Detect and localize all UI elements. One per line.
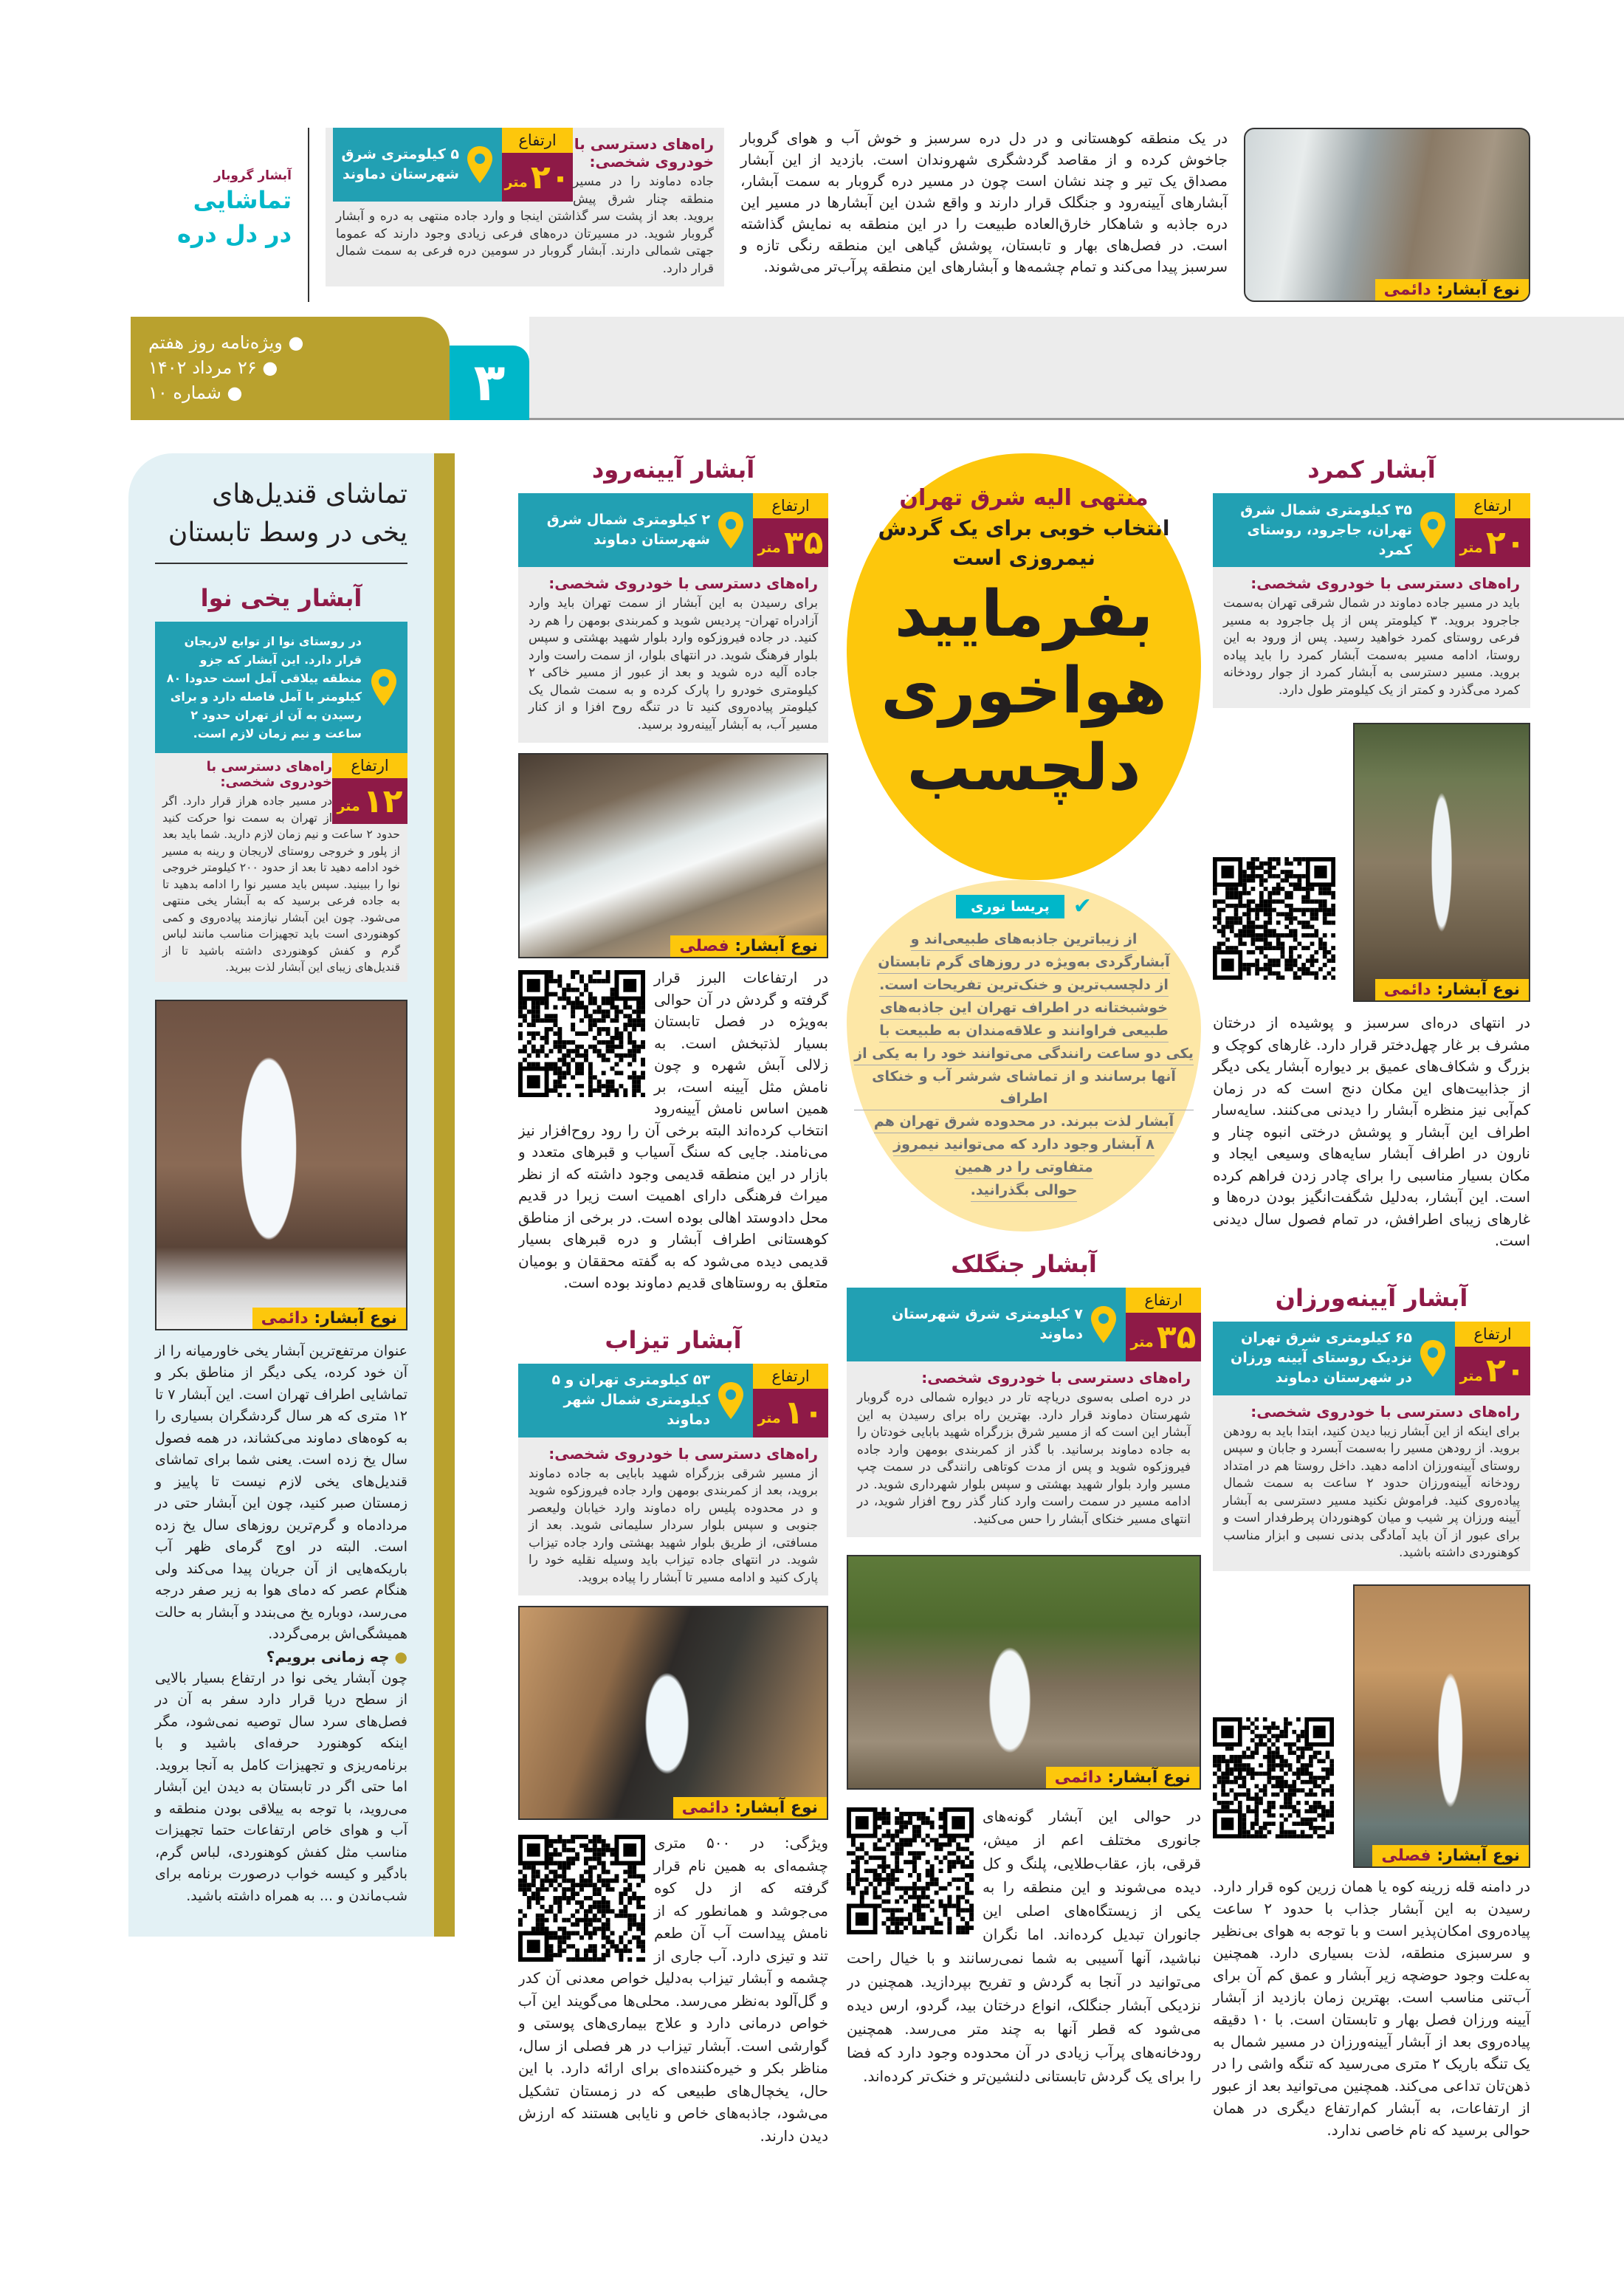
aineh-varzan-media-row	[1213, 1584, 1530, 1868]
access-heading: راه‌های دسترسی با خودروی شخصی:	[1250, 574, 1520, 592]
column-kamard-varzan	[1213, 453, 1530, 2141]
location-text: ۳۵ کیلومتری شمال شرق تهران، جاجرود، روستای کمرد	[1240, 501, 1412, 558]
waterfall-type-label: نوع آبشار: فصلی	[670, 935, 827, 957]
lead-kicker: منتهی الیه شرق تهران	[899, 485, 1149, 511]
kamard-info-box	[1213, 493, 1530, 708]
height-label: ارتفاع	[753, 493, 828, 518]
height-badge	[1126, 1288, 1201, 1361]
tizab-body: ویژگی: در ۵۰۰ متری چشمه‌ای به همین نام قرار گرفته که از دل کوه می‌جوشد و همانطور که از نامش پیداست آب آن طعم تند و تیزی دارد. آب جاری از چشمه و آبشار تیزاب به‌دلیل خواص معدنی آن کدر و گل‌آلود به‌نظر می‌رسد. محلی‌ها می‌گویند این آب خواص درمانی دارد و علاج بیماری‌های پوستی و گوارشی است. آبشار تیزاب در هر فصلی از سال، مناظر بکر و خیره‌کننده‌ای برای ارائه دارد. با این حال، یخچال‌های طبیعی که در زمستان تشکیل می‌شود، جاذبه‌های خاص و نایابی هستند که ارزش دیدن دارند.	[518, 1834, 828, 2145]
lead-text-line: طبیعی فراوانند و علاقه‌مندان به طبیعت با	[879, 1020, 1169, 1042]
height-badge	[1455, 1322, 1530, 1395]
jangalak-title: آبشار جنگلک	[951, 1250, 1097, 1278]
lead-text-line: خوشبختانه در اطراف تهران این جاذبه‌های	[880, 997, 1168, 1020]
height-badge	[753, 1364, 828, 1437]
waterfall-type-label: نوع آبشار: دائمی	[1375, 279, 1529, 300]
jangalak-info-box	[847, 1288, 1201, 1537]
map-pin-icon	[369, 667, 399, 707]
waterfall-type-label: نوع آبشار: دائمی	[252, 1308, 406, 1329]
section-title: تماشای قندیل‌های یخی در وسط تابستان	[168, 479, 407, 548]
qr-code	[518, 1835, 645, 1962]
height-label: ارتفاع	[753, 1364, 828, 1389]
lead-text-line: از دلچسب‌ترین و خنک‌ترین تفریحات است.	[879, 974, 1169, 997]
kamard-photo	[1353, 723, 1530, 1002]
aineh-rud-body: در ارتفاعات البرز قرار گرفته و گردش در آن حوالی به‌ویژه در فصل تابستان بسیار لذتبخش است. به زلالی آبش شهره و چون نامش مثل آیینه است، بر همین اساس نامش آیینه‌رود انتخاب کرده‌اند البته برخی آن را رود روح‌افزار نیز می‌نامند. جایی که سنگ آسیاب و قبرهای متعدد و بازار در این منطقه قدیمی وجود داشته که از نظر میراث فرهنگی دارای اهمیت است زیرا در قدیم محل دادوستد اهالی بوده است. در برخی از مناطق کوهستانی اطراف آبشار و دره قبرهای بسیار قدیمی دیده می‌شود که به گفته محققان و بومیان متعلق به روستاهای قدیم دماوند بوده است.	[518, 969, 828, 1291]
gorobar-section	[0, 0, 1624, 317]
lead-text	[854, 928, 1194, 1202]
yakhi-nava-photo	[155, 1000, 407, 1330]
issue-date: ● ۲۶ مرداد ۱۴۰۲	[148, 357, 278, 378]
issue-number: ● شماره ۱۰	[148, 382, 243, 403]
location-box	[1213, 1322, 1455, 1395]
lead-intro-block	[847, 880, 1201, 1232]
height-unit: متر	[757, 1409, 781, 1426]
aineh-rud-info-box	[518, 493, 828, 743]
lead-text-line: حوالی بگذرانید.	[971, 1179, 1078, 1202]
height-value: ۲۰	[1485, 1352, 1526, 1390]
yakhi-location-box	[155, 622, 407, 753]
waterfall-type-label: نوع آبشار: فصلی	[1372, 1845, 1529, 1866]
gorobar-title-line1: تماشایی	[193, 186, 292, 214]
tizab-photo	[518, 1606, 828, 1820]
lead-text-line: آبشارگردی به‌ویژه در روزهای گرم تابستان	[878, 951, 1170, 974]
access-heading: راه‌های دسترسی با خودروی شخصی:	[206, 759, 332, 790]
yakhi-nava-title: آبشار یخی نوا	[200, 584, 362, 612]
qr-code	[1213, 1717, 1334, 1838]
map-pin-icon	[716, 1381, 746, 1421]
lead-block	[847, 453, 1201, 880]
qr-code	[1213, 857, 1335, 980]
jangalak-photo	[847, 1555, 1201, 1790]
issue-title: ● ویژه‌نامه روز هفتم	[148, 332, 304, 353]
location-text: ۵ کیلومتری شرق شهرستان دماوند	[341, 146, 459, 182]
height-unit: متر	[1130, 1334, 1154, 1350]
column-lead-jangalak	[847, 453, 1201, 2088]
qr-code	[518, 970, 645, 1097]
location-text: ۲ کیلومتری شمال شرق شهرستان دماوند	[546, 512, 710, 548]
qr-code	[847, 1807, 974, 1934]
height-value: ۱۰	[783, 1394, 824, 1432]
yakhi-nava-body: عنوان مرتفع‌ترین آبشار یخی خاورمیانه را از آن خود کرده، یکی دیگر از مناطق بکر و تماشایی اطراف تهران است. این آبشار ۷ تا ۱۲ متری که هر سال گردشگران بسیاری را به کوه‌های دماوند می‌کشاند، در همه فصول سال یخ زده است. یعنی شما برای تماشای قندیل‌های یخی لازم نیست تا پاییز و زمستان صبر کنید، چون این آبشار حتی در مردادماه و گرم‌ترین روزهای سال یخ زده است. البته در اوج گرمای ظهر آب باریکه‌هایی از آن جریان پیدا می‌کند ولی هنگام عصر که دمای هوا به زیر صفر درجه می‌رسد، دوباره یخ می‌بندد و آبشار به حالت همیشگی‌اش برمی‌گردد. ● چه زمانی برویم؟ چون آبشار یخی نوا در ارتفاع بسیار بالایی از سطح دریا قرار دارد سفر به آن در فصل‌های سرد سال توصیه نمی‌شود، مگر اینکه کوهنورد حرفه‌ای باشید و با برنامه‌ریزی و تجهیزات کامل به آنجا بروید. اما حتی اگر در تابستان به دیدن این آبشار می‌روید، با توجه به ییلاقی بودن منطقه و آب و هوای خاص ارتفاعات حتما تجهیزات مناسب مثل کفش کوهنوردی، لباس گرم، بادگیر و کیسه خواب درصورت برنامه برای شب‌ماندن و ... به همراه داشته باشید.	[155, 1342, 407, 1904]
access-text: برای اینکه از این آبشار زیبا دیدن کنید، ابتدا باید به رودهن بروید. از رودهن مسیر را به‌سمت آبسرد و جابان و سپس روستای آیینه‌ورزان ادامه دهید. داخل روستا هم در امتداد رودخانه آیینه‌ورزان حدود ۲ ساعت به سمت شمال پیاده‌روی کنید. فراموش نکنید مسیر دسترسی به آبشار آیینه ورزان پر شیب و میان کوهنوردان پرطرفدار است و برای عبور از آن باید آمادگی بدنی نسبی و ابزار مناسب کوهنوردی داشته باشید.	[1223, 1423, 1520, 1560]
map-pin-icon	[1418, 510, 1448, 550]
map-pin-icon	[465, 145, 495, 185]
map-pin-icon	[1418, 1339, 1448, 1378]
access-heading: راه‌های دسترسی با خودروی شخصی:	[548, 1444, 818, 1463]
gorobar-title-line2: در دل دره	[176, 220, 292, 248]
access-heading: راه‌های دسترسی با خودروی شخصی:	[1250, 1402, 1520, 1421]
lead-text-line: یکی دو ساعت رانندگی می‌توانند خود را به یکی از	[854, 1042, 1194, 1065]
yakhi-access-box: ارتفاع ۱۲ متر راه‌های دسترسی با خودروی شخصی: در مسیر جاده هراز قرار دارد. اگر از تهران به سمت نوا حرکت کنید حدود ۲ ساعت و نیم زمان لازم دارید. شما باید بعد از پلور و خروجی روستای لاریجان و رینه به مسیر خود ادامه دهید تا بعد از حدود ۲۰۰ کیلومتر خروجی نوا را ببینید. سپس باید مسیر نوا را ادامه بدهید تا به جاده فرعی برسید که به آبشار یخی منتهی می‌شود. چون این آبشار نیازمند پیاده‌روی و کمی کوهنوردی است باید تجهیزات مناسب مانند لباس گرم و کفش کوهنوردی داشته باشید تا از قندیل‌های زیبای این آبشار لذت ببرید.	[155, 753, 407, 982]
access-text: جاده دماوند را در مسیر منطقه چنار شرق پیش بروید. بعد از پشت سر گذاشتن اینجا و وارد جاده منتهی به دره و آبشار گروبار شوید. در مسیرتان دره‌های فرعی زیادی وجود دارند که عموما جهتی شمالی دارند. آبشار گروبار در سومین دره فرعی به سمت شمال قرار دارد.	[336, 174, 714, 276]
page-number: ۳	[450, 346, 529, 420]
aineh-rud-title: آبشار آیینه‌رود	[591, 456, 755, 484]
lead-text-line: ۸ آبشار وجود دارد که می‌توانید نیمروز	[893, 1133, 1155, 1156]
aineh-varzan-info-box	[1213, 1322, 1530, 1571]
header-row	[0, 317, 1624, 420]
access-heading: راه‌های دسترسی با خودروی شخصی:	[548, 574, 818, 592]
access-text: باید در مسیر جاده دماوند در شمال شرقی تهران به‌سمت جاجرود بروید. ۳ کیلومتر پس از پل جاجرود به مسیر فرعی روستای کمرد خواهید رسید. پس از ورود به این روستا، ادامه مسیر به‌سمت آبشار کمرد را باید پیاده بروید. مسیر دسترسی به آبشار کمرد از جوار رودخانه کمرد می‌گذرد و کمتر از یک کیلومتر طول دارد.	[1223, 596, 1520, 698]
access-text: در مسیر جاده هراز قرار دارد. اگر از تهران به سمت نوا حرکت کنید حدود ۲ ساعت و نیم زمان لازم دارید. شما باید بعد از پلور و خروجی روستای لاریجان و رینه به مسیر خود ادامه دهید تا بعد از حدود ۲۰۰ کیلومتر خروجی نوا را ببینید. سپس باید مسیر نوا را ادامه بدهید تا به جاده فرعی برسید که به آبشار یخی منتهی می‌شود. چون این آبشار نیازمند پیاده‌روی و کمی کوهنوردی است باید تجهیزات مناسب مانند لباس گرم و کفش کوهنوردی داشته باشید تا از قندیل‌های زیبای این آبشار لذت ببرید.	[162, 794, 401, 974]
map-pin-icon	[1089, 1305, 1118, 1344]
height-value: ۲۰	[1485, 523, 1526, 562]
jangalak-body: در حوالی این آبشار گونه‌های جانوری مختلف اعم از میش، قرقی، باز، عقاب‌طلایی، پلنگ و کل دیده می‌شوند و این منطقه را به یکی از زیستگاه‌های اصلی این جانوران تبدیل کرده‌اند. اما نگران نباشید، آنها آسیبی به شما نمی‌رسانند و با خیال راحت می‌توانید در آنجا به گردش و تفریح بپردازید. همچنین در نزدیکی آبشار جنگلک، انواع درختان بید، گردو، ارس دیده می‌شود که قطر آنها به چند متر می‌رسد. همچنین رودخانه‌های پرآب زیادی در آن محدوده وجود دارد که فضا را برای یک گردش تابستانی دلنشین‌تر و خنک‌تر کرده‌اند.	[847, 1807, 1201, 2085]
location-text: ۶۵ کیلومتری شرق تهران نزدیک روستای آیینه ورزان در شهرستان دماوند	[1231, 1330, 1412, 1386]
gorobar-title-bracket	[308, 128, 309, 302]
section-divider	[155, 563, 407, 564]
access-text: از مسیر شرقی بزرگراه شهید بابایی به جاده دماوند بروید، بعد از کمربندی بومهن وارد جاده فیروزکوه شوید و در محدوده پلیس راه دماوند وارد خیابان ولیعصر جنوبی و سپس بلوار سردار سلیمانی شوید. بعد از مسافتی، از طریق بلوار شهید بهشتی وارد جاده تیزاب شوید. در انتهای جاده تیزاب باید وسیله نقلیه خود را پارک کنید و ادامه مسیر تا آبشار را پیاده بروید.	[529, 1466, 818, 1585]
gorobar-title	[131, 128, 292, 251]
access-text: برای رسیدن به این آبشار از سمت تهران باید وارد آزادراه تهران- پردیس شوید و کمربندی بومهن را هم رد کنید. در جاده فیروزکوه وارد بلوار شهید بهشتی و سپس بلوار فرهنگ شوید. در انتهای بلوار، از سمت راست وارد جاده آلیه دره شوید و بعد از عبور از مسیر خاکی ۲ کیلومتری خودرو را پارک کرده و به سمت شمال یک کیلومتر پیاده‌روی کنید تا در تنگه روح افزا و از کنار مسیر آب، به آبشار آیینه‌رود برسید.	[529, 596, 818, 732]
gorobar-kicker: آبشار گروبار	[213, 168, 292, 183]
location-text: در روستای نوا از توابع لاریجان قرار دارد. این آبشار که جزو منطقه ییلاقی آمل است حدودا ۸۰ کیلومتر با آمل فاصله دارد و برای رسیدن به آن از تهران حدود ۲ ساعت و نیم زمان لازم است.	[166, 634, 362, 741]
kamard-body: در انتهای دره‌ای سرسبز و پوشیده از درختان مشرف بر غار چهل‌دختر قرار دارد. غارهای کوچک و بزرگ و شکاف‌های عمیق بر دیواره آبشار یکی دیگر از جذابیت‌های این مکان دنج است که در زمان کم‌آبی نیز منظره آبشار را دیدنی می‌کنند. سایه‌سار اطراف این آبشار و پوشش درختی انبوه چنار و نارون در اطراف آبشار سایه‌های وسیعی ایجاد و مکان بسیار مناسبی را برای چادر زدن فراهم کرده است. این آبشار، به‌دلیل شگفت‌انگیز بودن دره‌ها و غارهای زیبای اطرافش، در تمام فصول سال دیدنی است.	[1213, 1014, 1530, 1249]
lead-headline: بفرمایید هواخوری دلچسب	[881, 577, 1167, 805]
height-label: ارتفاع	[1126, 1288, 1201, 1313]
gorobar-photo	[1244, 128, 1530, 302]
location-text: ۷ کیلومتری شرق شهرستان دماوند	[891, 1306, 1083, 1342]
location-box	[518, 1364, 753, 1437]
lead-text-line: از زیباترین جاذبه‌های طبیعی‌اند و	[911, 928, 1138, 951]
lead-text-line: آبشار لذت ببرند. در محدوده شرق تهران هم	[874, 1110, 1174, 1133]
location-box	[518, 493, 753, 567]
checkmark-icon: ✔	[1073, 893, 1092, 919]
columns	[0, 420, 1624, 2177]
kamard-title: آبشار کمرد	[1307, 456, 1436, 484]
byline-row	[854, 893, 1194, 919]
aineh-varzan-photo	[1353, 1584, 1530, 1868]
height-unit: متر	[757, 540, 781, 556]
lead-text-line: آنها برسانند و از تماشای شرشر آب و خنکای اطراف	[854, 1065, 1194, 1110]
height-value: ۲۰	[530, 158, 571, 196]
subheading: ● چه زمانی برویم؟	[266, 1647, 407, 1666]
tizab-info-box	[518, 1364, 828, 1596]
height-value: ۳۵	[1156, 1318, 1197, 1356]
height-value: ۱۲	[362, 782, 403, 820]
kamard-media-row	[1213, 723, 1530, 1002]
height-label: ارتفاع	[1455, 1322, 1530, 1347]
tizab-title: آبشار تیزاب	[605, 1325, 742, 1354]
access-heading: راه‌های دسترسی با خودروی شخصی:	[574, 135, 714, 171]
height-label: ارتفاع	[1455, 493, 1530, 518]
issue-info-tab	[131, 317, 450, 420]
height-unit: متر	[1459, 540, 1483, 556]
height-unit: متر	[1459, 1367, 1483, 1384]
location-box	[1213, 493, 1455, 567]
map-pin-icon	[716, 510, 746, 550]
access-text: در دره اصلی به‌سوی دریاچه تار در دیواره شمالی دره گروبار شهرستان دماوند قرار دارد. بهترین راه برای رسیدن به این آبشار این است که از مسیر شرق بزرگراه شهید بابایی خودتان را به جاده دماوند برسانید. با گذر از کمربندی بومهن وارد جاده فیروزکوه شوید و پس از مدت کوتاهی رانندگی در سمت چپ مسیر وارد بلوار شهید بهشتی و سپس بلوار شهرداری شوید. در ادامه مسیر در سمت راست وارد کنار گذر روح افزار شوید، در انتهای مسیر خنکای آبشار را حس می‌کنید.	[857, 1390, 1191, 1527]
height-badge	[1455, 493, 1530, 567]
aineh-rud-photo	[518, 753, 828, 958]
waterfall-type-label: نوع آبشار: دائمی	[673, 1797, 827, 1818]
aineh-varzan-body: در دامنه قله زرینه کوه یا همان زرین کوه قرار دارد. رسیدن به این آبشار جذاب با حدود ۲ ساعت پیاده‌روی امکان‌پذیر است و با توجه به هوای بی‌نظیر و سرسبزی منطقه، لذت بسیاری دارد. همچنین به‌علت وجود حوضچه زیر آبشار و عمق کم آن برای آب‌تنی مناسب است. بهترین زمان بازدید از آبشار آیینه ورزان فصل بهار و تابستان است. با ۱۰ دقیقه پیاده‌روی بعد از آبشار آیینه‌ورزان در مسیر شمال به یک تنگه باریک ۲ متری می‌رسید که تنگه واشی را در ذهن‌تان تداعی می‌کند. همچنین می‌توانید بعد از عبور از ارتفاعات، به آبشار کم‌ارتفاع دیگری در همان حوالی برسید که نام خاصی ندارد.	[1213, 1877, 1531, 2139]
column-ainehrud-tizab	[518, 453, 828, 2147]
height-badge	[753, 493, 828, 567]
header-band	[529, 317, 1624, 420]
lead-headline-block	[847, 453, 1201, 806]
gorobar-body: در یک منطقه کوهستانی و در دل دره سرسبز و خوش آب و هوای گروبار جاخوش کرده و از مقاصد گردشگری شهروندان است. بازدید از این آبشار مصداق یک تیر و چند نشان است چون در مسیر دره گروبار به سمت آبشار، آبشارهای آیینه‌رود و جنگلک قرار دارند و واقع شدن این آبشارها در مسیر این دره جاذبه و شاهکار خارق‌العاده طبیعت را در این منطقه به نمایش گذاشته است. در فصل‌های بهار و تابستان، پوشش گیاهی این منطقه رنگی تازه و سرسبز پیدا می‌کند و تمام چشمه‌ها و آبشارهای این منطقه پرآب‌تر می‌شوند.	[740, 129, 1228, 275]
waterfall-type-label: نوع آبشار: دائمی	[1046, 1767, 1200, 1788]
lead-text-line: متفاوتی را در همین	[954, 1156, 1093, 1179]
lead-subtitle: انتخاب خوبی برای یک گردش نیمروزی است	[878, 516, 1170, 570]
yakhi-nava-panel	[128, 453, 455, 1937]
location-text: ۵۳ کیلومتری تهران و ۵ کیلومتری شمال شهر دماوند	[551, 1372, 710, 1428]
access-heading: راه‌های دسترسی با خودروی شخصی:	[921, 1369, 1191, 1387]
height-value: ۳۵	[783, 523, 824, 562]
waterfall-type-label: نوع آبشار: دائمی	[1375, 979, 1529, 1000]
aineh-varzan-title: آبشار آیینه‌ورزان	[1275, 1283, 1468, 1312]
location-box	[847, 1288, 1126, 1361]
author-byline: پریسا نوری	[956, 895, 1064, 918]
height-label: ارتفاع	[502, 128, 573, 153]
gorobar-info-box: ارتفاع ۲۰ متر ۵ کیلومتری شرق شهرستان دماوند راه‌های دسترسی با خودروی شخصی: جاده دماوند را در مسیر منطقه چنار شرق پیش بروید. بعد از پشت سر گذاشتن اینجا و وارد جاده منتهی به دره و آبشار گروبار شوید. در مسیرتان دره‌های فرعی زیادی وجود دارند که عموما جهتی شمالی دارند. آبشار گروبار در سومین دره فرعی به سمت شمال قرار دارد.	[326, 128, 724, 286]
